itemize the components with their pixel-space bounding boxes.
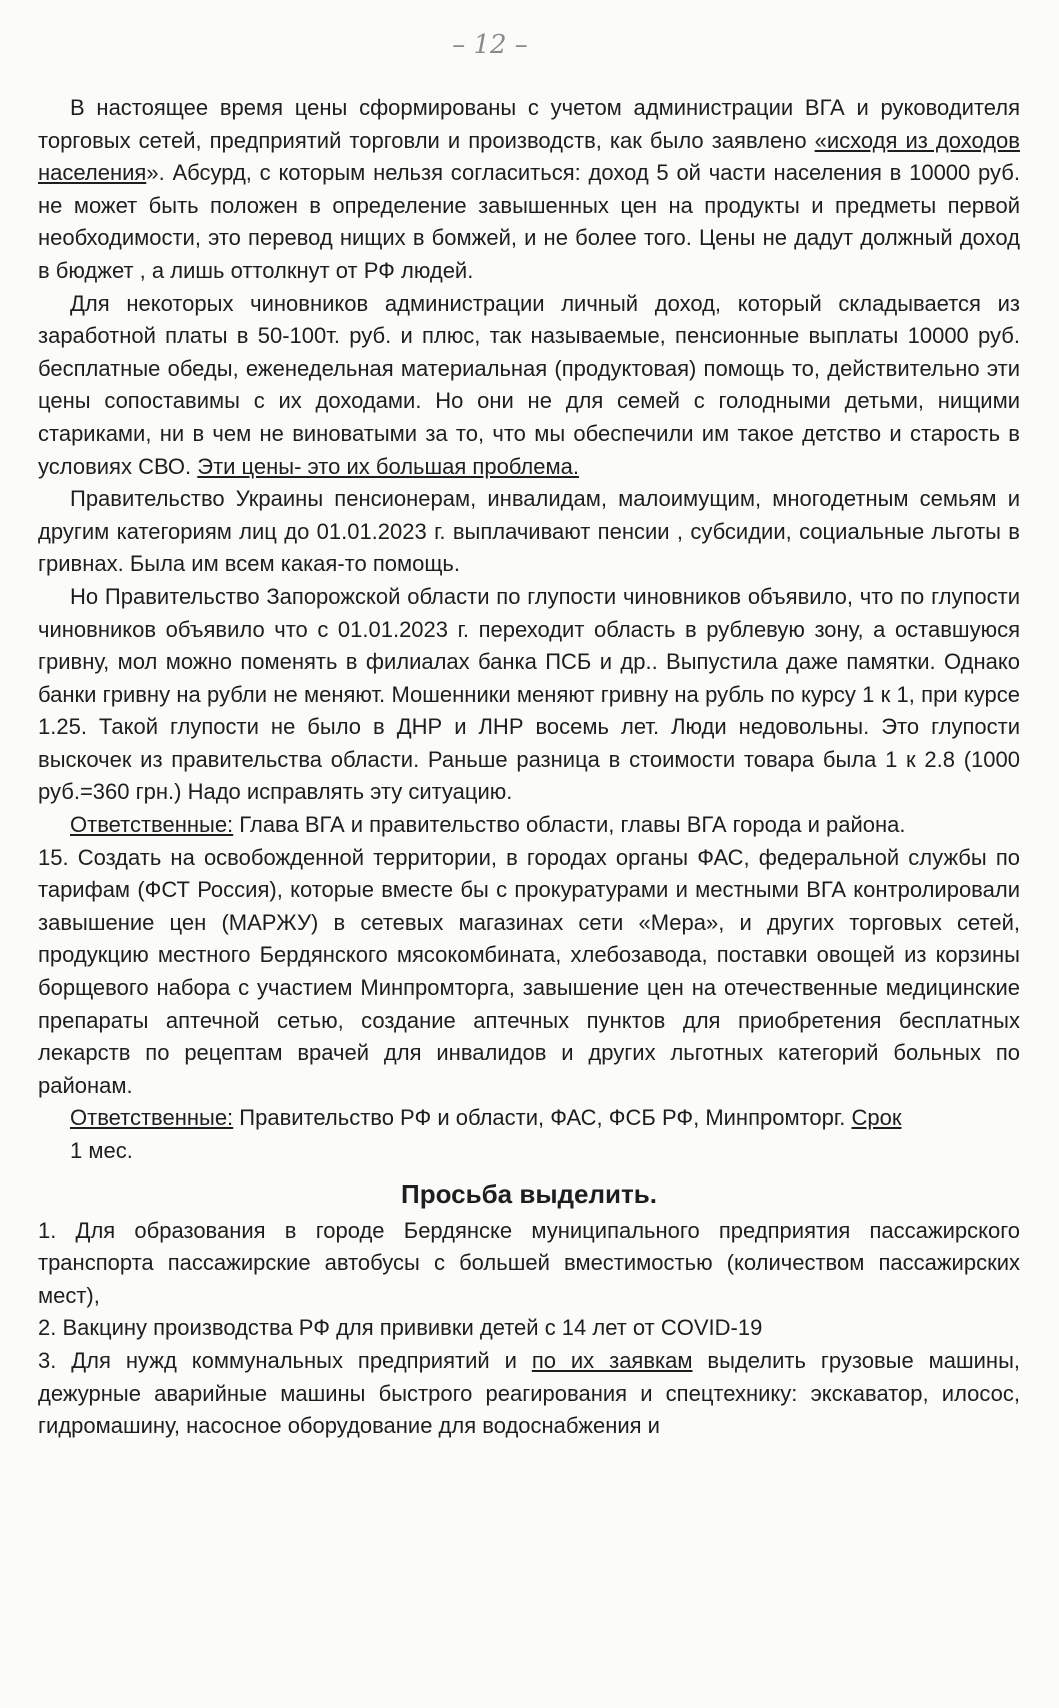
responsible-text: Глава ВГА и правительство области, главы ВГА города и района. (233, 812, 906, 838)
responsible-label: Ответственные: (70, 1105, 234, 1131)
request-item-3 (38, 1345, 1020, 1443)
section-title: Просьба выделить. (401, 1178, 657, 1209)
underlined-quote: «исходя из доходов населения (38, 127, 1020, 186)
request-item-1: 1. Для образования в городе Бердянске муниципального предприятия пассажирского транспорта пассажирские автобусы с большей вместимостью (количеством пассажирских мест), (38, 1217, 1020, 1308)
text: 3. Для нужд коммунальных предприятий и (38, 1347, 532, 1373)
responsible-1 (38, 809, 1020, 842)
text: ». Абсурд, с которым нельзя согласиться: доход 5 ой части населения в 10000 руб. не может быть положен в определение завышенных цен на продукты и предметы первой необходимости, это перевод нищих в бомжей, и не более того. Цены не дадут должный доход в бюджет , а лишь оттолкнут от РФ людей. (38, 160, 1020, 283)
responsible-label: Ответственные: (70, 812, 234, 838)
paragraph-officials (38, 288, 1020, 484)
responsible-2 (38, 1102, 1020, 1135)
responsible-text: Правительство РФ и области, ФАС, ФСБ РФ, Минпромторг. (233, 1105, 852, 1131)
underlined-sentence: Эти цены- это их большая проблема. (197, 453, 579, 479)
paragraph-prices (38, 92, 1020, 288)
term-label: Срок (851, 1105, 902, 1131)
document-body (38, 92, 1020, 1443)
item-15: 15. Создать на освобожденной территории, в городах органы ФАС, федеральной службы по тарифам (ФСТ Россия), которые вместе бы с прокуратурами и местными ВГА контролировали завышение цен (МАРЖУ) в сетевых магазинах сети «Мера», и других торговых сетей, продукцию местного Бердянского мясокомбината, хлебозавода, поставки овощей из корзины борщевого набора с участием Минпромторга, завышение цен на отечественные медицинские препараты аптечной сетью, создание аптечных пунктов для приобретения бесплатных лекарств по рецептам врачей для инвалидов и других льготных категорий больных по районам. (38, 844, 1020, 1098)
term-value: 1 мес. (70, 1138, 133, 1163)
underlined-phrase: по их заявкам (531, 1347, 693, 1373)
page-number: – 12 – (452, 30, 528, 60)
request-item-2: 2. Вакцину производства РФ для прививки детей с 14 лет от COVID-19 (38, 1315, 763, 1341)
paragraph-ukraine: Правительство Украины пенсионерам, инвалидам, малоимущим, многодетным семьям и другим категориям лиц до 01.01.2023 г. выплачивают пенсии , субсидии, социальные льготы в гривнах. Была им всем какая-то помощь. (38, 486, 1020, 577)
paragraph-currency: Но Правительство Запорожской области по глупости чиновников объявило, что по глупости чиновников объявило что с 01.01.2023 г. переходит область в рублевую зону, а оставшуюся гривну, мол можно поменять в филиалах банка ПСБ и др.. Выпустила даже памятки. Однако банки гривну на рубли не меняют. Мошенники меняют гривну на рубль по курсу 1 к 1, при курсе 1.25. Такой глупости не было в ДНР и ЛНР восемь лет. Люди недовольны. Это глупости выскочек из правительства области. Раньше разница в стоимости товара была 1 к 2.8 (1000 руб.=360 грн.) Надо исправлять эту ситуацию. (38, 583, 1020, 805)
text: выделить грузовые машины, дежурные аварийные машины быстрого реагирования и спецтехнику: экскаватор, илосос, гидромашину, насосное оборудование для водоснабжения и (38, 1347, 1020, 1439)
text: Для некоторых чиновников администрации личный доход, который складывается из заработной платы в 50-100т. руб. и плюс, так называемые, пенсионные выплаты 10000 руб. бесплатные обеды, еженедельная материальная (продуктовая) помощь то, действительно эти цены сопоставимы с их доходами. Но они не для семей с голодными детьми, нищими стариками, ни в чем не виноватыми за то, что мы обеспечили им такое детство и старость в условиях СВО. (38, 290, 1020, 479)
text: В настоящее время цены сформированы с учетом администрации ВГА и руководителя торговых сетей, предприятий торговли и производств, как было заявлено (38, 95, 1020, 153)
